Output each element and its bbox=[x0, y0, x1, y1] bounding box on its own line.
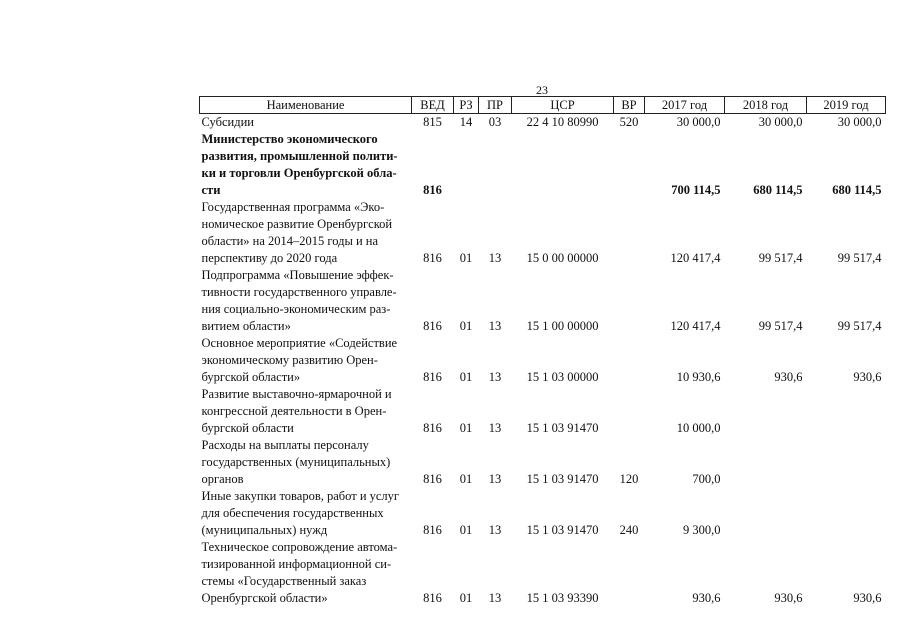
row-name-line: для обеспечения государственных bbox=[201, 506, 384, 520]
row-name-line: Субсидии bbox=[201, 115, 254, 129]
row-name-line: Иные закупки товаров, работ и услуг bbox=[201, 489, 400, 503]
cell-ved: 815 bbox=[423, 115, 442, 129]
cell-vr bbox=[614, 199, 645, 267]
header-ved: ВЕД bbox=[412, 97, 454, 114]
cell-2017: 9 300,0 bbox=[683, 523, 721, 537]
cell-pr: 13 bbox=[488, 523, 502, 537]
cell-2019: 30 000,0 bbox=[837, 115, 882, 129]
cell-2017: 120 417,4 bbox=[670, 319, 721, 333]
row-name bbox=[200, 114, 412, 132]
cell-2019 bbox=[807, 488, 886, 539]
table-row bbox=[200, 386, 886, 437]
row-name-line: тивности государственного управле- bbox=[201, 285, 397, 299]
row-name-line: перспективу до 2020 года bbox=[201, 251, 338, 265]
table-row bbox=[200, 437, 886, 488]
row-name-line: Министерство экономического bbox=[201, 132, 378, 146]
row-name-line: Основное мероприятие «Содействие bbox=[201, 336, 398, 350]
cell-2017: 30 000,0 bbox=[676, 115, 721, 129]
row-name-line: (муниципальных) нужд bbox=[201, 523, 328, 537]
cell-csr: 15 0 00 00000 bbox=[526, 251, 599, 265]
cell-pr: 13 bbox=[488, 591, 502, 605]
cell-vr bbox=[614, 267, 645, 335]
cell-rz: 01 bbox=[459, 523, 473, 537]
cell-pr: 13 bbox=[488, 472, 502, 486]
row-name-line: номическое развитие Оренбургской bbox=[201, 217, 393, 231]
row-name-line: Государственная программа «Эко- bbox=[201, 200, 385, 214]
header-pr: ПР bbox=[479, 97, 512, 114]
cell-2017: 700,0 bbox=[692, 472, 721, 486]
header-2017: 2017 год bbox=[645, 97, 725, 114]
row-name bbox=[200, 386, 412, 437]
table-row bbox=[200, 267, 886, 335]
row-name bbox=[200, 267, 412, 335]
cell-ved: 816 bbox=[423, 472, 442, 486]
cell-2018 bbox=[725, 386, 807, 437]
cell-2017: 10 000,0 bbox=[676, 421, 721, 435]
cell-2018: 99 517,4 bbox=[758, 319, 803, 333]
cell-ved: 816 bbox=[423, 183, 442, 197]
cell-pr: 13 bbox=[488, 319, 502, 333]
header-2018: 2018 год bbox=[725, 97, 807, 114]
row-name-line: стемы «Государственный заказ bbox=[201, 574, 367, 588]
cell-pr bbox=[479, 131, 512, 199]
row-name-line: Оренбургской области» bbox=[201, 591, 328, 605]
cell-2019: 99 517,4 bbox=[837, 251, 882, 265]
cell-ved: 816 bbox=[423, 523, 442, 537]
cell-2017: 700 114,5 bbox=[671, 183, 721, 197]
cell-rz: 01 bbox=[459, 251, 473, 265]
row-name-line: Подпрограмма «Повышение эффек- bbox=[201, 268, 394, 282]
row-name bbox=[200, 488, 412, 539]
cell-pr: 13 bbox=[488, 421, 502, 435]
row-name-line: развития, промышленной полити- bbox=[201, 149, 398, 163]
cell-2017: 10 930,6 bbox=[676, 370, 721, 384]
row-name-line: бургской области bbox=[201, 421, 294, 435]
header-2019: 2019 год bbox=[807, 97, 886, 114]
header-vr: ВР bbox=[614, 97, 645, 114]
cell-vr: 120 bbox=[619, 472, 639, 486]
cell-rz: 01 bbox=[459, 591, 473, 605]
row-name bbox=[200, 131, 412, 199]
cell-csr: 15 1 03 91470 bbox=[526, 523, 599, 537]
cell-ved: 816 bbox=[423, 370, 442, 384]
cell-rz: 01 bbox=[459, 370, 473, 384]
cell-2019: 930,6 bbox=[853, 370, 882, 384]
table-row bbox=[200, 131, 886, 199]
cell-2019: 680 114,5 bbox=[832, 183, 882, 197]
row-name-line: Развитие выставочно-ярмарочной и bbox=[201, 387, 392, 401]
header-csr: ЦСР bbox=[512, 97, 614, 114]
row-name-line: витием области» bbox=[201, 319, 291, 333]
table-row bbox=[200, 488, 886, 539]
cell-vr bbox=[614, 386, 645, 437]
cell-2018: 99 517,4 bbox=[758, 251, 803, 265]
row-name-line: конгрессной деятельности в Орен- bbox=[201, 404, 387, 418]
cell-csr: 15 1 00 00000 bbox=[526, 319, 599, 333]
page-number: 23 bbox=[536, 83, 548, 97]
cell-vr bbox=[614, 539, 645, 607]
row-name-line: Расходы на выплаты персоналу bbox=[201, 438, 369, 452]
row-name bbox=[200, 199, 412, 267]
cell-rz: 01 bbox=[459, 472, 473, 486]
row-name-line: Техническое сопровождение автома- bbox=[201, 540, 398, 554]
cell-ved: 816 bbox=[423, 591, 442, 605]
row-name bbox=[200, 437, 412, 488]
table-header-row bbox=[200, 97, 886, 114]
cell-2017: 120 417,4 bbox=[670, 251, 721, 265]
cell-2017: 930,6 bbox=[692, 591, 721, 605]
cell-2019: 99 517,4 bbox=[837, 319, 882, 333]
row-name-line: органов bbox=[201, 472, 244, 486]
cell-2019 bbox=[807, 386, 886, 437]
cell-2018: 930,6 bbox=[774, 370, 803, 384]
cell-csr: 22 4 10 80990 bbox=[526, 115, 599, 129]
cell-csr: 15 1 03 93390 bbox=[526, 591, 599, 605]
cell-2018: 30 000,0 bbox=[758, 115, 803, 129]
table-row bbox=[200, 539, 886, 607]
cell-2018 bbox=[725, 437, 807, 488]
cell-2018 bbox=[725, 488, 807, 539]
row-name-line: ния социально-экономическим раз- bbox=[201, 302, 391, 316]
cell-vr: 240 bbox=[619, 523, 639, 537]
row-name-line: сти bbox=[201, 183, 221, 197]
cell-2018: 930,6 bbox=[774, 591, 803, 605]
row-name-line: тизированной информационной си- bbox=[201, 557, 392, 571]
cell-rz: 01 bbox=[459, 421, 473, 435]
cell-rz bbox=[454, 131, 479, 199]
row-name bbox=[200, 335, 412, 386]
cell-2018: 680 114,5 bbox=[753, 183, 803, 197]
row-name-line: ки и торговли Оренбургской обла- bbox=[201, 166, 397, 180]
cell-csr bbox=[512, 131, 614, 199]
row-name-line: экономическому развитию Орен- bbox=[201, 353, 378, 367]
cell-pr: 03 bbox=[488, 115, 502, 129]
cell-vr bbox=[614, 131, 645, 199]
table-row bbox=[200, 199, 886, 267]
cell-rz: 14 bbox=[459, 115, 473, 129]
row-name-line: государственных (муниципальных) bbox=[201, 455, 391, 469]
cell-pr: 13 bbox=[488, 370, 502, 384]
cell-ved: 816 bbox=[423, 319, 442, 333]
cell-csr: 15 1 03 00000 bbox=[526, 370, 599, 384]
row-name-line: области» на 2014–2015 годы и на bbox=[201, 234, 379, 248]
header-rz: РЗ bbox=[454, 97, 479, 114]
cell-rz: 01 bbox=[459, 319, 473, 333]
cell-pr: 13 bbox=[488, 251, 502, 265]
cell-vr: 520 bbox=[619, 115, 639, 129]
table-row bbox=[200, 335, 886, 386]
cell-csr: 15 1 03 91470 bbox=[526, 421, 599, 435]
cell-2019 bbox=[807, 437, 886, 488]
table-row bbox=[200, 114, 886, 132]
header-name: Наименование bbox=[200, 97, 412, 114]
budget-table bbox=[199, 96, 886, 607]
cell-2019: 930,6 bbox=[853, 591, 882, 605]
row-name bbox=[200, 539, 412, 607]
cell-csr: 15 1 03 91470 bbox=[526, 472, 599, 486]
cell-ved: 816 bbox=[423, 251, 442, 265]
cell-vr bbox=[614, 335, 645, 386]
row-name-line: бургской области» bbox=[201, 370, 301, 384]
cell-ved: 816 bbox=[423, 421, 442, 435]
